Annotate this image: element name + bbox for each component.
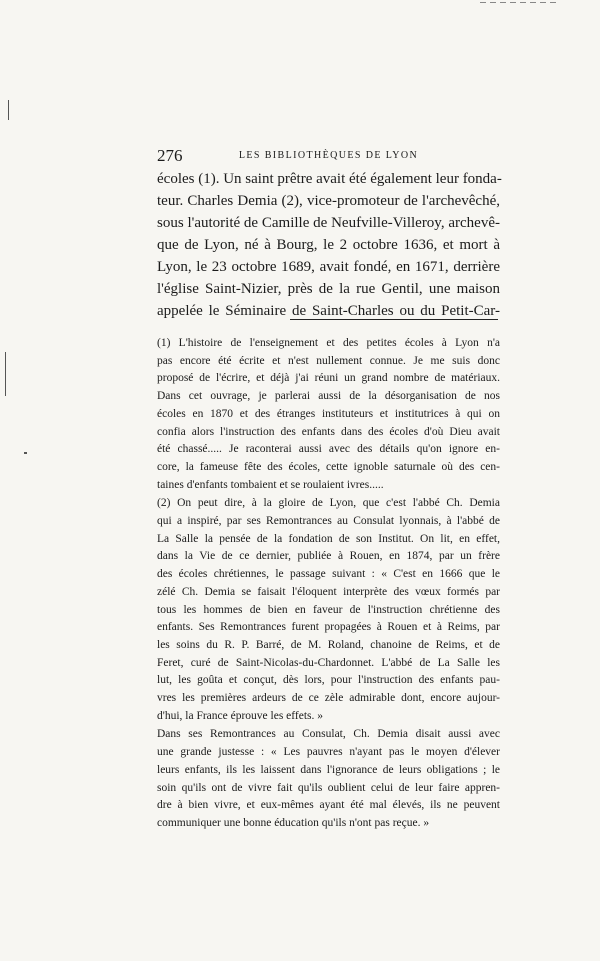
footnote-1 [157, 335, 500, 494]
note-line: dans la Vie de ce dernier, publiée à Rouen, en 1874, par un frère [157, 550, 500, 563]
scan-artifact [480, 2, 560, 3]
note-line: Dans ses Remontrances au Consulat, Ch. Demia disait aussi avec [157, 728, 500, 741]
note-line: core, la fameuse fête des écoles, cette ignoble saturnale où des cen- [157, 460, 500, 473]
text-line: teur. Charles Demia (2), vice-promoteur de l'archevêché, [157, 193, 500, 209]
note-line: zélé Ch. Demia se faisait l'éloquent interprète des vœux formés par [157, 585, 500, 598]
scan-edge-mark [5, 352, 6, 396]
note-line: (2) On peut dire, à la gloire de Lyon, que c'est l'abbé Ch. Demia [157, 497, 500, 510]
text-line: appelée le Séminaire de Saint-Charles ou du Petit-Car- [157, 303, 500, 319]
note-line: les soins du R. P. Barré, de M. Roland, chanoine de Reims, et de [157, 638, 500, 651]
note-line: dre à bien vivre, et eux-mêmes ayant été mal élevés, ils ne peuvent [157, 799, 500, 812]
text-line: l'église Saint-Nizier, près de la rue Gentil, une maison [157, 281, 500, 297]
text-line: écoles (1). Un saint prêtre avait été également leur fonda- [157, 171, 502, 187]
footnote-separator [290, 319, 498, 320]
note-line: proposé de l'écrire, et déjà j'ai réuni un grand nombre de matériaux. [157, 372, 500, 385]
note-line: qui a inspiré, par ses Remontrances au Consulat lyonnais, à l'abbé de [157, 515, 500, 528]
note-line: soin qu'ils ont de vivre fait qu'ils oublient celui de leur faire appren- [157, 781, 500, 794]
footnote-continuation [157, 726, 500, 832]
note-line: lut, les goûta et conçut, dès lors, pour l'instruction des enfants pau- [157, 674, 500, 687]
note-line: une grande justesse : « Les pauvres n'ayant pas le moyen d'élever [157, 746, 500, 759]
footnotes [157, 335, 500, 833]
note-line: pas encore été écrite et n'est nullement connue. Je me suis donc [157, 354, 500, 367]
note-line: Feret, curé de Saint-Nicolas-du-Chardonnet. L'abbé de La Salle les [157, 656, 500, 669]
note-line: confia alors l'instruction des enfants dans des écoles d'où Dieu avait [157, 425, 500, 438]
note-line: été chassé..... Je raconterai aussi avec des détails qu'on ignore en- [157, 443, 500, 456]
note-line: des écoles chrétiennes, le passage suivant : « C'est en 1666 que le [157, 568, 500, 581]
running-title: LES BIBLIOTHÈQUES DE LYON [238, 150, 419, 161]
note-line: taines d'enfants tombaient et se roulaient ivres..... [157, 478, 384, 491]
text-line: que de Lyon, né à Bourg, le 2 octobre 1636, et mort à [157, 237, 500, 253]
note-line: communiquer une bonne éducation qu'ils n'ont pas reçue. » [157, 816, 430, 829]
note-line: tous les hommes de bien en faveur de l'instruction chrétienne des [157, 603, 500, 616]
text-line: Lyon, le 23 octobre 1689, avait fondé, en 1671, derrière [157, 259, 500, 275]
main-text [157, 168, 500, 322]
note-line: La Salle la pensée de la fondation de son Institut. On lit, en effet, [157, 532, 500, 545]
scan-speck [24, 452, 27, 454]
note-line: (1) L'histoire de l'enseignement et des petites écoles à Lyon n'a [157, 337, 500, 349]
note-line: d'hui, la France éprouve les effets. » [157, 709, 323, 722]
note-line: Dans cet ouvrage, je parlerai aussi de la désorganisation de nos [157, 390, 500, 403]
note-line: écoles en 1870 et des étranges instituteurs et institutrices à qui on [157, 407, 500, 420]
note-line: enfants. Ses Remontrances furent propagées à Rouen et à Reims, par [157, 621, 500, 634]
page-number: 276 [157, 146, 183, 165]
note-line: vres les premières ardeurs de ce zèle admirable dont, encore aujour- [157, 692, 500, 705]
note-line: leurs enfants, ils les laissent dans l'ignorance de leurs obligations ; le [157, 763, 500, 776]
footnote-2 [157, 495, 500, 725]
page-header [157, 146, 500, 166]
text-line: sous l'autorité de Camille de Neufville-Villeroy, archevê- [157, 215, 500, 231]
scan-edge-mark [8, 100, 9, 120]
